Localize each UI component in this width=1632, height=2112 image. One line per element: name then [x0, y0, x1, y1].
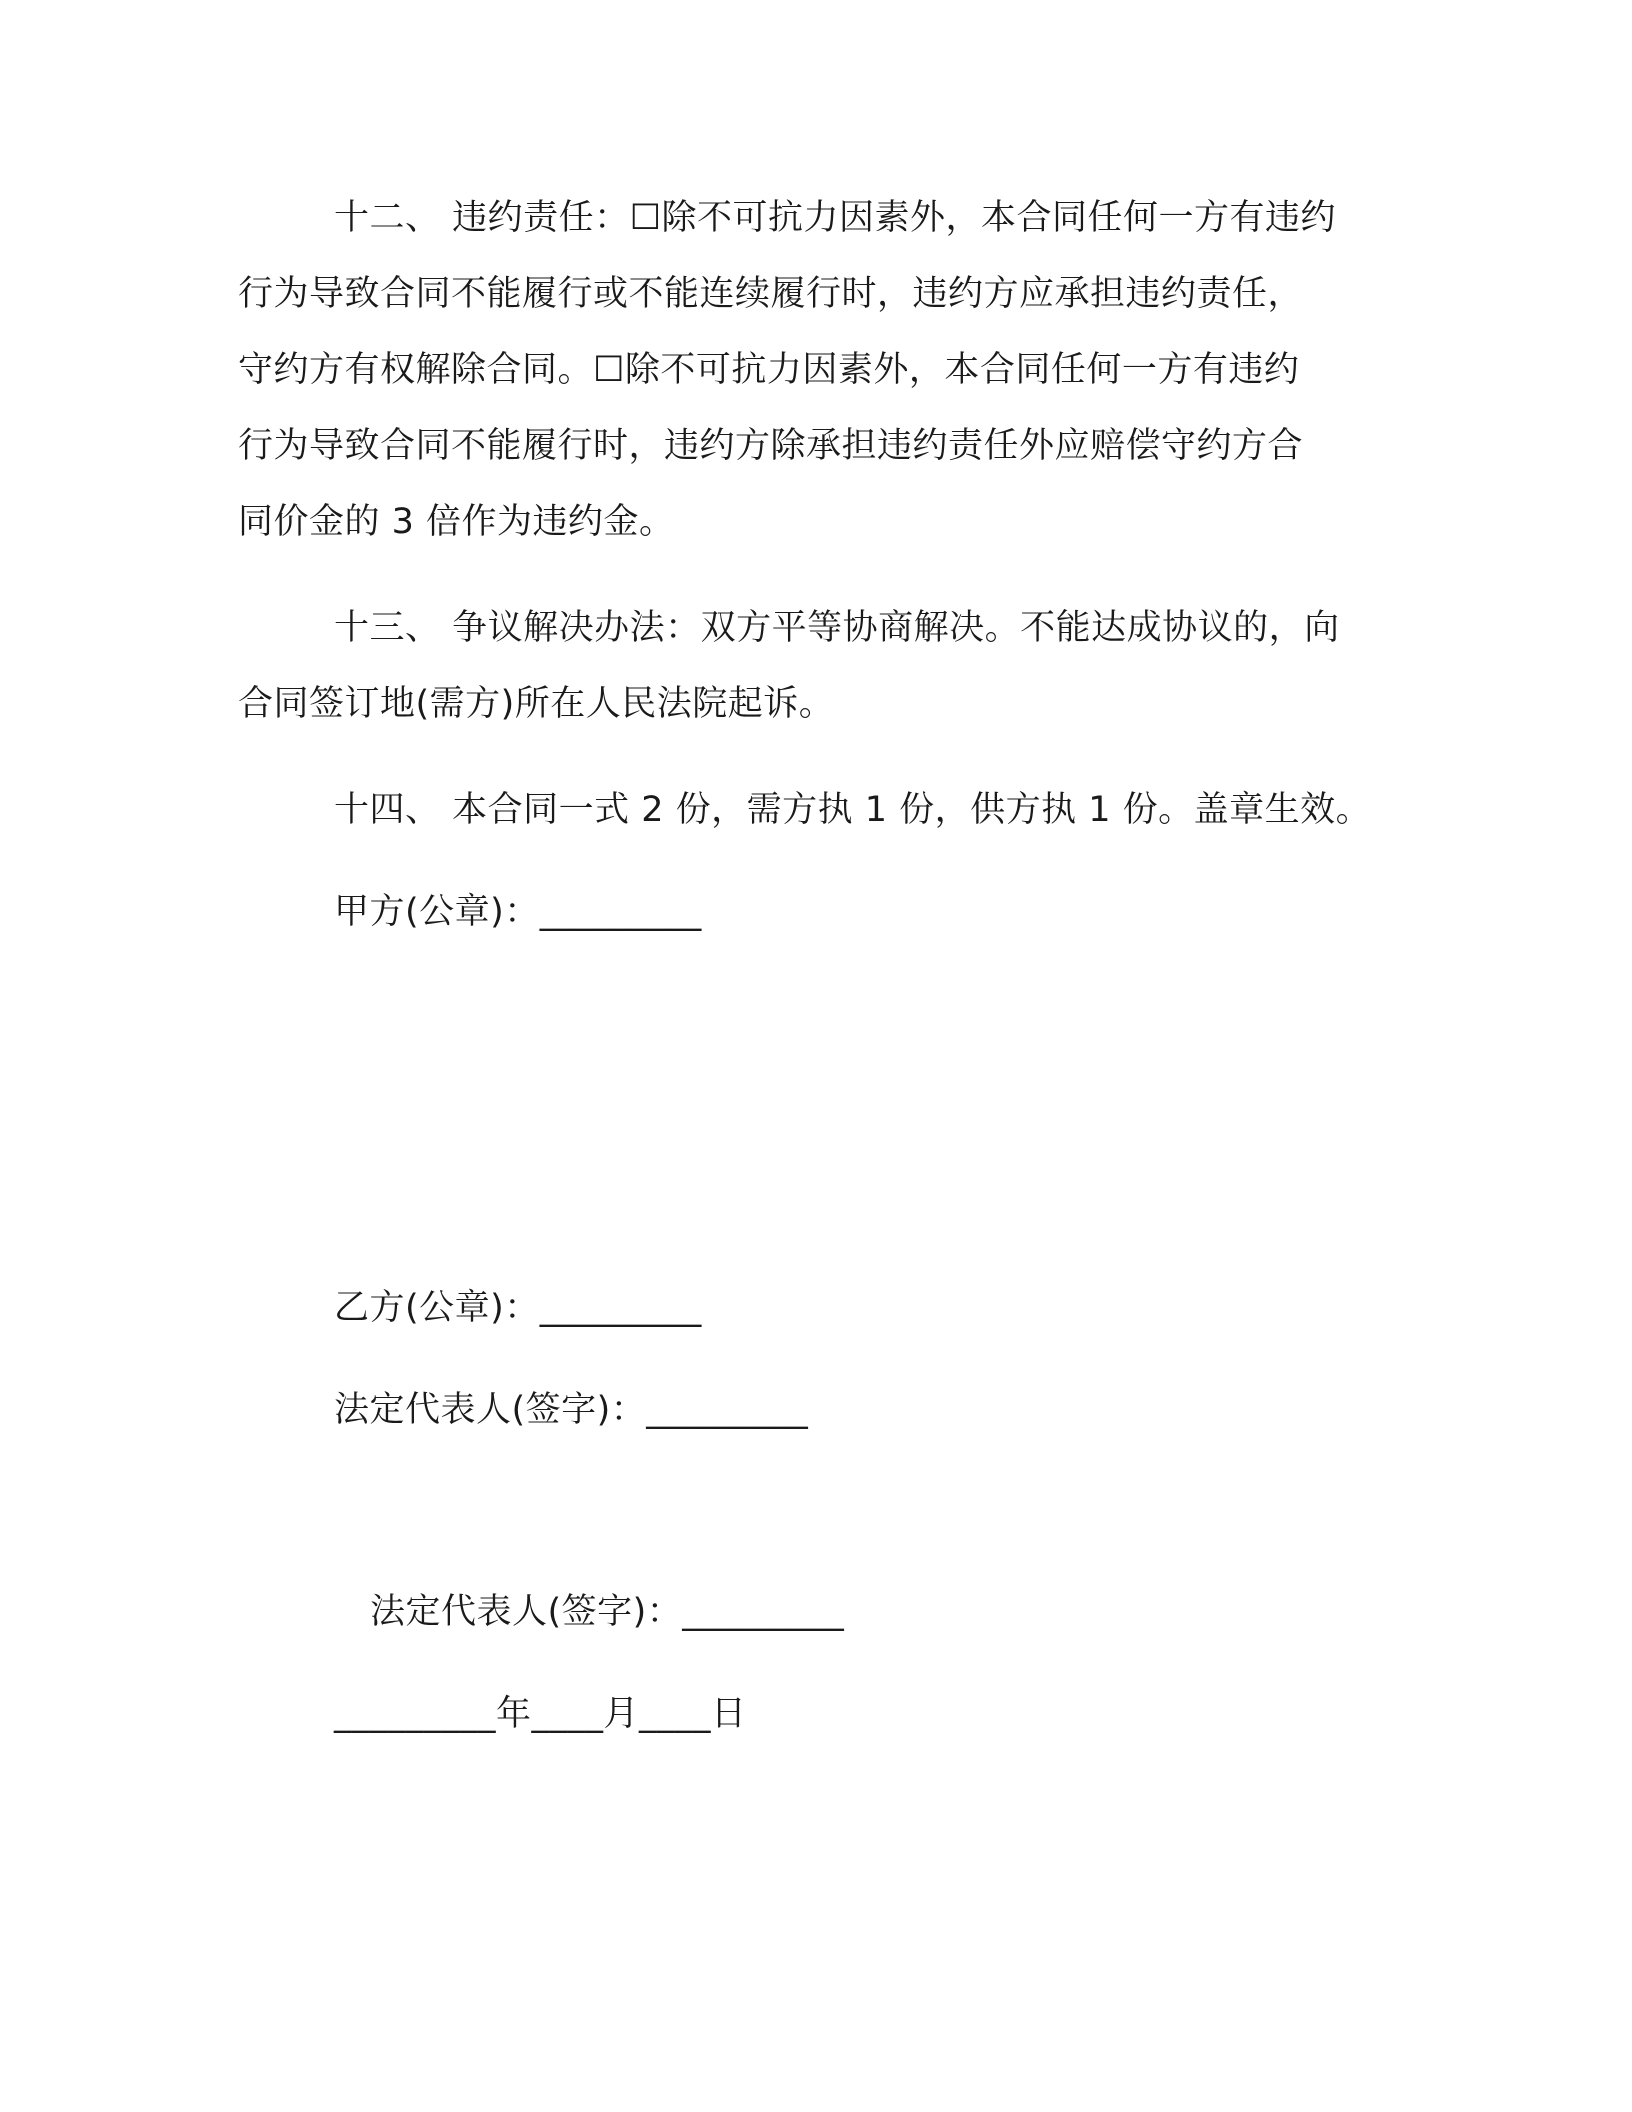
section-12-line-1: 十二、 违约责任：☐除不可抗力因素外，本合同任何一方有违约 — [334, 198, 1337, 238]
signing-date: _________年____月____日 — [334, 1694, 747, 1734]
section-12-line-3: 守约方有权解除合同。☐除不可抗力因素外，本合同任何一方有违约 — [238, 350, 1300, 390]
section-12-line-4: 行为导致合同不能履行时，违约方除承担违约责任外应赔偿守约方合 — [238, 426, 1304, 466]
section-12-line-2: 行为导致合同不能履行或不能连续履行时，违约方应承担违约责任， — [238, 274, 1304, 314]
legal-rep-signature-2: 法定代表人(签字)：_________ — [370, 1592, 845, 1632]
section-12-line-5: 同价金的 3 倍作为违约金。 — [238, 502, 675, 542]
section-14-text: 十四、 本合同一式 2 份，需方执 1 份，供方执 1 份。盖章生效。 — [334, 790, 1372, 830]
party-a-seal: 甲方(公章)：_________ — [334, 892, 702, 932]
party-b-seal: 乙方(公章)：_________ — [334, 1288, 702, 1328]
section-13-line-2: 合同签订地(需方)所在人民法院起诉。 — [238, 684, 835, 724]
section-13-line-1: 十三、 争议解决办法：双方平等协商解决。不能达成协议的，向 — [334, 608, 1340, 648]
legal-rep-signature-1: 法定代表人(签字)：_________ — [334, 1390, 809, 1430]
